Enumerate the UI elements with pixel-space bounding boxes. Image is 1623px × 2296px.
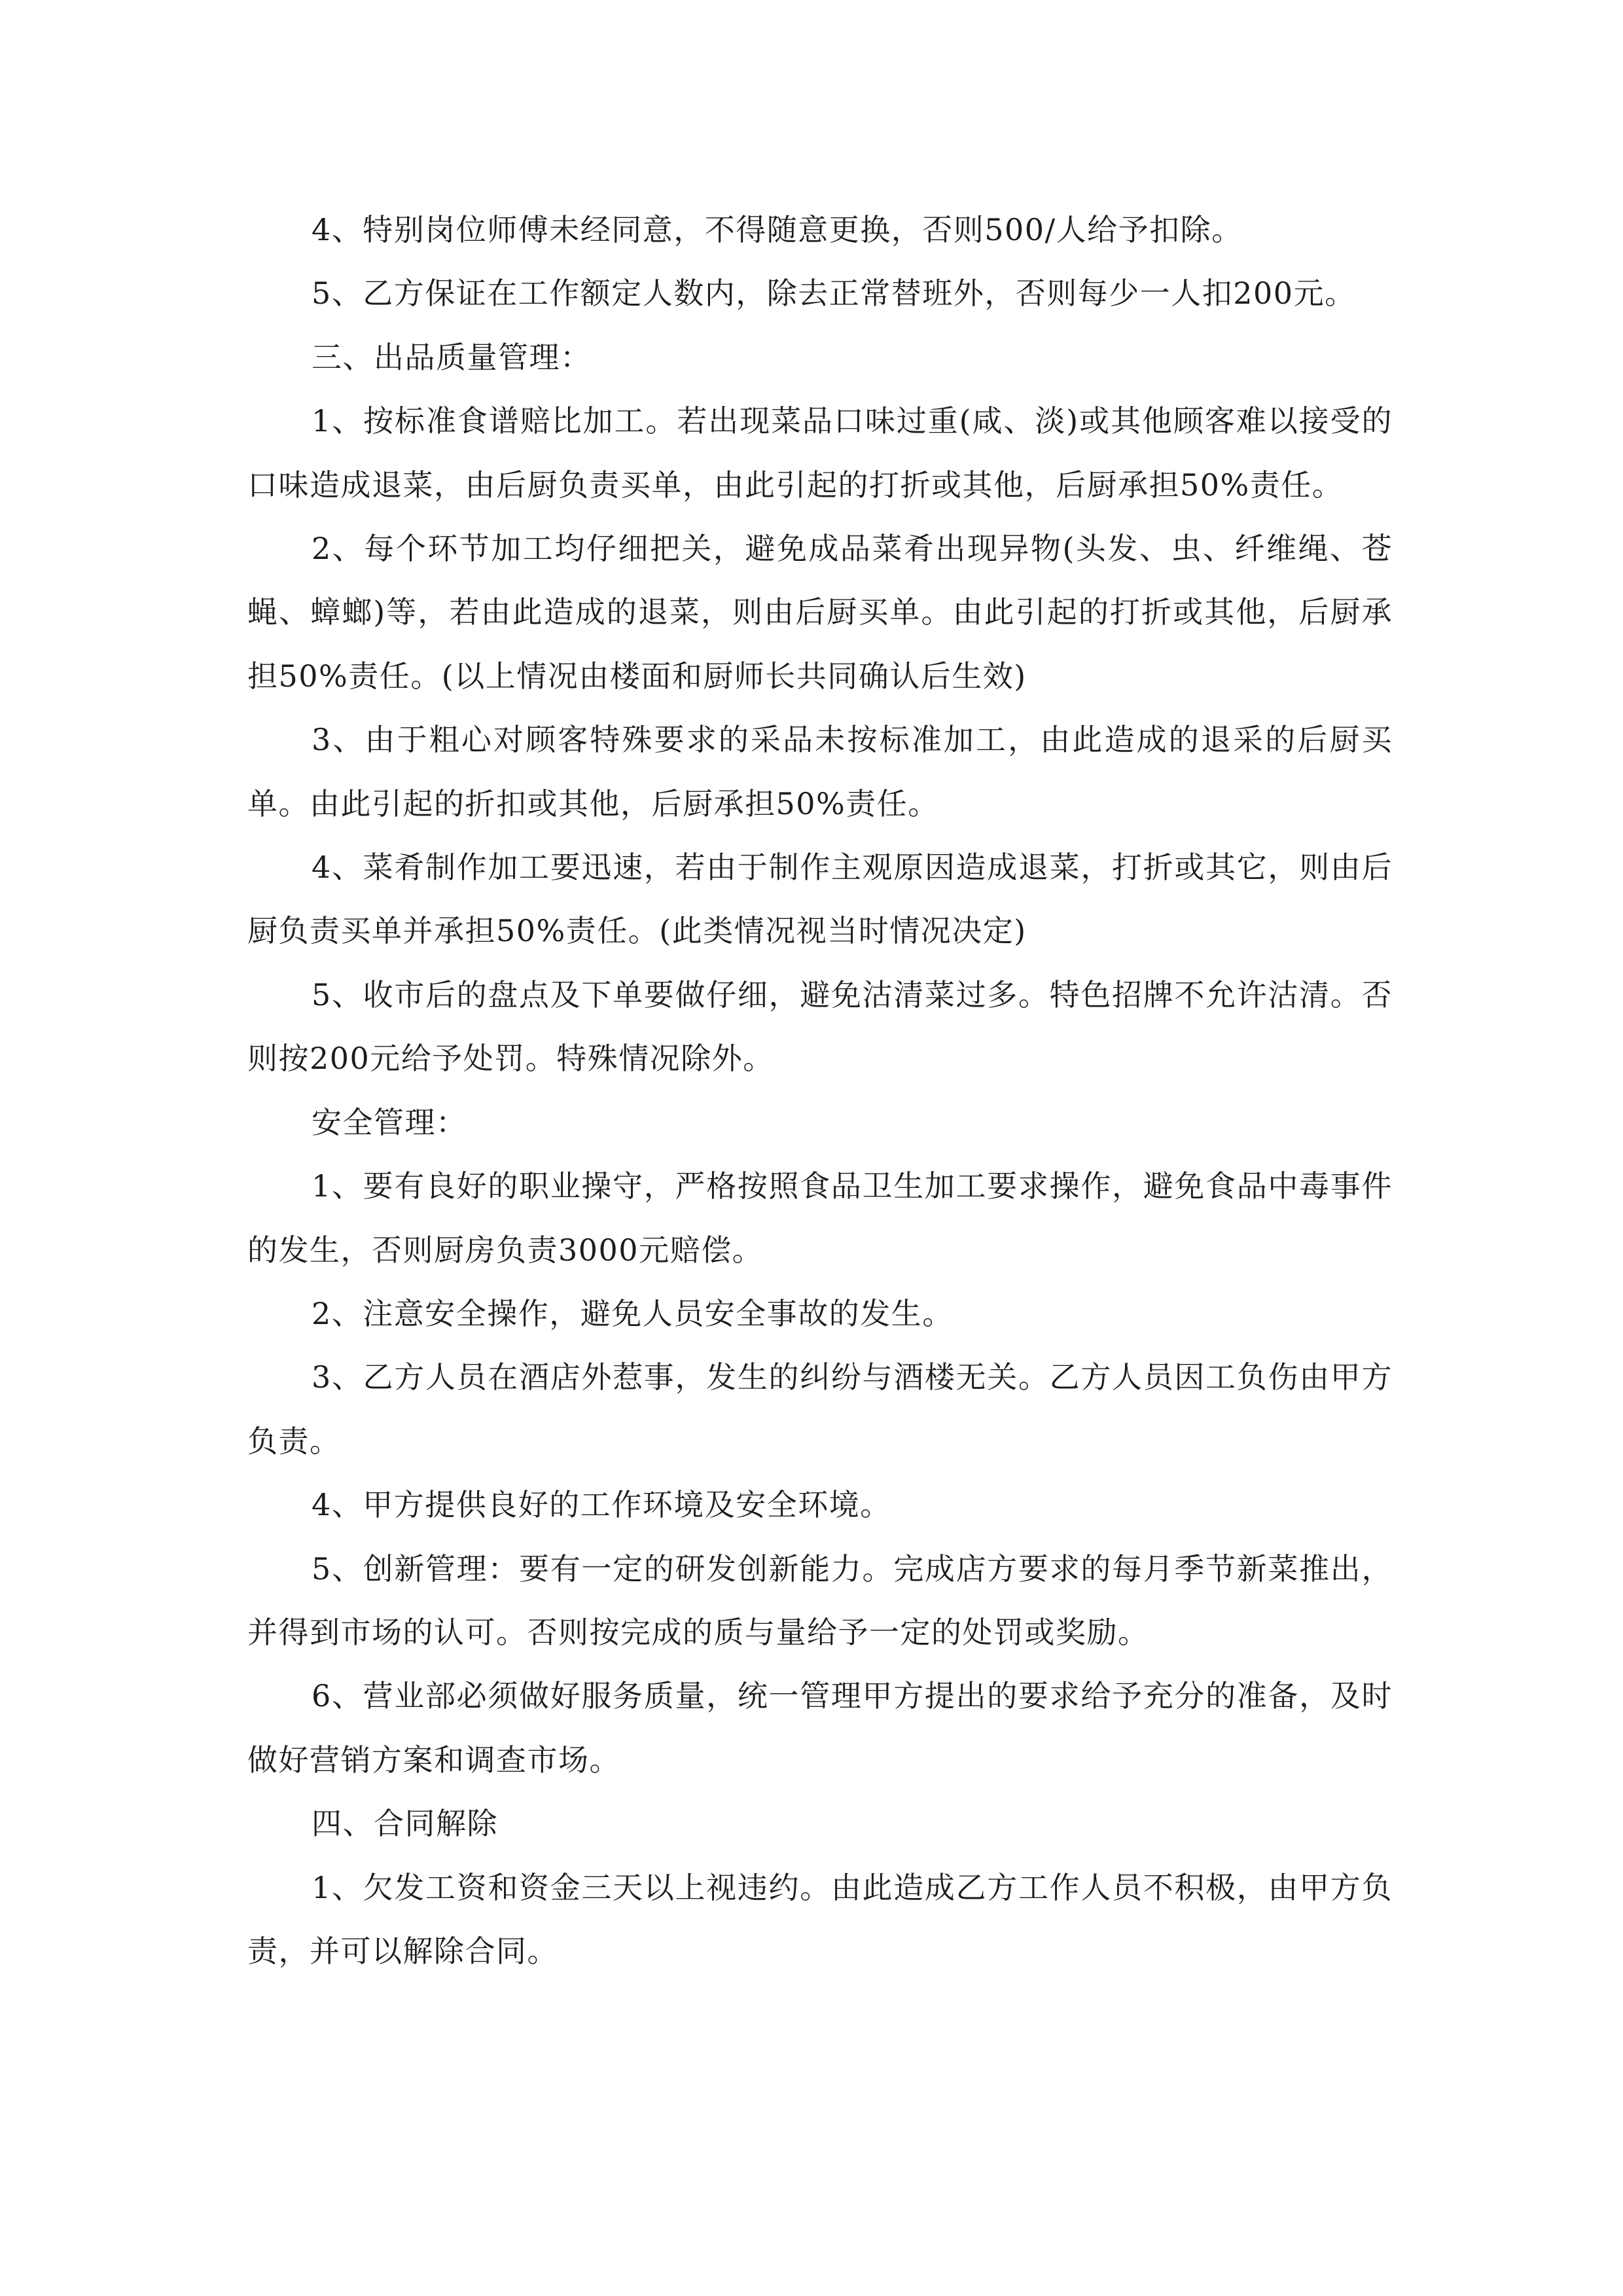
clause-paragraph: 6、营业部必须做好服务质量，统一管理甲方提出的要求给予充分的准备，及时做好营销方案和调查市场。 <box>247 1678 1393 1778</box>
clause-paragraph: 3、由于粗心对顾客特殊要求的采品未按标准加工，由此造成的退采的后厨买单。由此引起的折扣或其他，后厨承担50%责任。 <box>247 722 1393 821</box>
clause-paragraph: 2、注意安全操作，避免人员安全事故的发生。 <box>312 1295 954 1331</box>
clause-paragraph: 1、要有良好的职业操守，严格按照食品卫生加工要求操作，避免食品中毒事件的发生，否则厨房负责3000元赔偿。 <box>247 1168 1393 1268</box>
section-heading: 四、合同解除 <box>312 1806 498 1842</box>
clause-paragraph: 2、每个环节加工均仔细把关，避免成品菜肴出现异物(头发、虫、纤维绳、苍蝇、蟑螂)等，若由此造成的退菜，则由后厨买单。由此引起的打折或其他，后厨承担50%责任。(以上情况由楼面和厨师长共同确认后生效) <box>247 531 1393 694</box>
clause-paragraph: 4、菜肴制作加工要迅速，若由于制作主观原因造成退菜，打折或其它，则由后厨负责买单并承担50%责任。(此类情况视当时情况决定) <box>247 850 1393 949</box>
clause-paragraph: 5、收市后的盘点及下单要做仔细，避免沽清菜过多。特色招牌不允许沽清。否则按200元给予处罚。特殊情况除外。 <box>247 977 1393 1077</box>
section-heading: 安全管理： <box>312 1104 467 1140</box>
clause-paragraph: 5、创新管理：要有一定的研发创新能力。完成店方要求的每月季节新菜推出，并得到市场的认可。否则按完成的质与量给予一定的处罚或奖励。 <box>247 1551 1393 1650</box>
clause-paragraph: 1、按标准食谱赔比加工。若出现菜品口味过重(咸、淡)或其他顾客难以接受的口味造成退菜，由后厨负责买单，由此引起的打折或其他，后厨承担50%责任。 <box>247 403 1393 503</box>
clause-paragraph: 4、甲方提供良好的工作环境及安全环境。 <box>312 1487 891 1523</box>
clause-paragraph: 4、特别岗位师傅未经同意，不得随意更换，否则500/人给予扣除。 <box>312 212 1243 247</box>
document-body <box>247 198 1393 1983</box>
section-heading: 三、出品质量管理： <box>312 339 592 375</box>
clause-paragraph: 1、欠发工资和资金三天以上视违约。由此造成乙方工作人员不积极，由甲方负责，并可以解除合同。 <box>247 1869 1393 1969</box>
clause-paragraph: 5、乙方保证在工作额定人数内，除去正常替班外，否则每少一人扣200元。 <box>312 276 1356 312</box>
clause-paragraph: 3、乙方人员在酒店外惹事，发生的纠纷与酒楼无关。乙方人员因工负伤由甲方负责。 <box>247 1359 1393 1459</box>
